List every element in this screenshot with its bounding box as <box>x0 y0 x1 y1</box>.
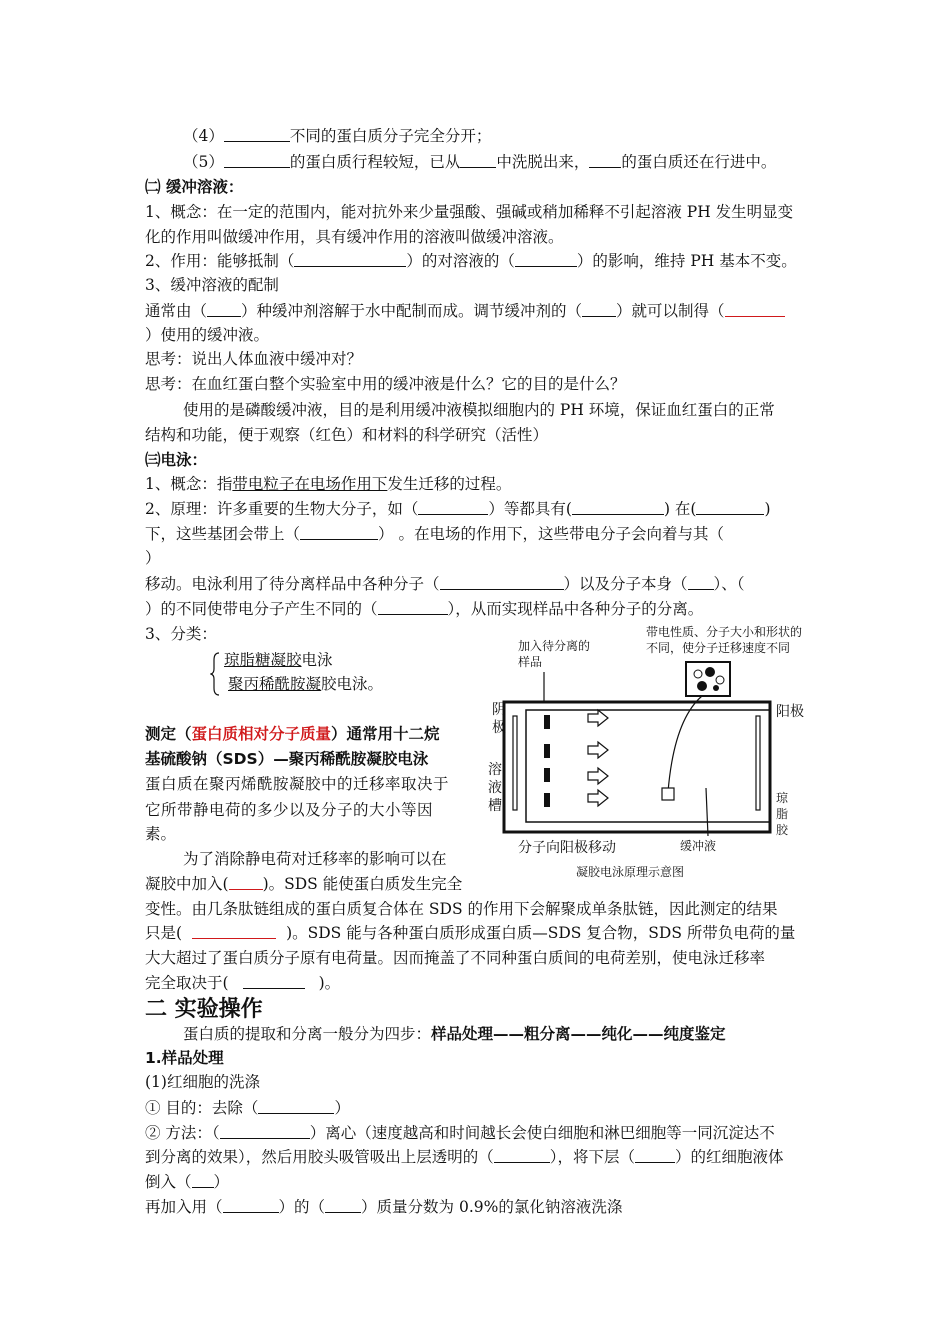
sds-p2-line3: 变性。由几条肽链组成的蛋白质复合体在 SDS 的作用下会解聚成单条肽链，因此测定的结果 <box>145 900 778 918</box>
blank[interactable] <box>696 499 764 515</box>
electro-principle-3: ） <box>145 549 161 567</box>
sample-well <box>544 793 550 807</box>
arrow-right-icon <box>588 768 608 784</box>
electrophoresis-diagram <box>486 620 816 882</box>
diagram-label-charge-2: 不同，使分子迁移速度不同 <box>646 641 791 655</box>
anode-electrode <box>756 716 760 810</box>
blank[interactable] <box>418 499 488 515</box>
buffer-prep-title: 3、缓冲溶液的配制 <box>145 276 279 294</box>
blank[interactable] <box>582 301 616 317</box>
diagram-label-agar-3: 胶 <box>776 823 789 837</box>
arrow-right-icon <box>588 790 608 806</box>
sds-heading-2: 基硫酸钠（SDS）—聚丙稀酰胺凝胶电泳 <box>145 750 429 768</box>
item-4: （4） 不同的蛋白质分子完全分开； <box>183 127 492 145</box>
buffer-role: 2、作用：能够抵制（ ）的对溶液的（ ）的影响，维持 PH 基本不变。 <box>145 252 797 270</box>
sample-well <box>544 768 550 782</box>
blank[interactable] <box>572 499 664 515</box>
cathode-electrode <box>513 716 517 810</box>
blank[interactable] <box>460 152 496 168</box>
blank[interactable] <box>300 524 378 540</box>
molecule <box>713 685 719 691</box>
diagram-label-sample-2: 样品 <box>518 655 543 669</box>
diagram-label-buffer: 缓冲液 <box>680 839 717 853</box>
part2-title: 二 实验操作 <box>145 997 263 1022</box>
blank[interactable] <box>635 1147 675 1163</box>
electro-concept: 1、概念：指带电粒子在电场作用下发生迁移的过程。 <box>145 475 512 493</box>
blank[interactable] <box>243 973 305 989</box>
diagram-label-tank-3: 槽 <box>488 798 502 814</box>
diagram-label-anode: 阳极 <box>776 704 804 720</box>
buffer-heading: ㈡ 缓冲溶液： <box>145 178 244 196</box>
diagram-label-cathode-1: 阴 <box>492 702 506 718</box>
arrow-right-icon <box>588 710 608 726</box>
sample-well <box>544 715 550 729</box>
sds-p2-line2: 凝胶中加入( )。SDS 能使蛋白质发生完全 <box>145 875 463 893</box>
purpose: ① 目的：去除（ ） <box>145 1099 350 1117</box>
sds-p2-line4: 只是( )。SDS 能与各种蛋白质形成蛋白质—SDS 复合物，SDS 所带负电荷的量 <box>145 924 796 942</box>
diagram-label-tank-1: 溶 <box>488 762 502 778</box>
blank[interactable] <box>229 874 263 890</box>
blank[interactable] <box>440 574 564 590</box>
buffer-concept-line1: 1、概念：在一定的范围内，能对抗外来少量强酸、强碱或稍加稀释不引起溶液 PH 发生明显变 <box>145 203 794 221</box>
diagram-label-charge-1: 带电性质、分子大小和形状的 <box>646 625 803 639</box>
sds-p1-line3: 素。 <box>145 825 177 843</box>
buffer-concept-line2: 化的作用叫做缓冲作用，具有缓冲作用的溶液叫做缓冲溶液。 <box>145 228 564 246</box>
electro-principle-2: 下，这些基团会带上（ ） 。在电场的作用下，这些带电分子会向着与其（ <box>145 525 724 543</box>
blank[interactable] <box>224 126 290 142</box>
think-2: 思考：在血红蛋白整个实验室中用的缓冲液是什么？它的目的是什么？ <box>145 375 626 393</box>
buffer-prep: 通常由（ ）种缓冲剂溶解于水中配制而成。调节缓冲剂的（ ）就可以制得（ <box>145 299 785 323</box>
method-line2: 到分离的效果），然后用胶头吸管吸出上层透明的（ ），将下层（ ）的红细胞液体 <box>145 1148 784 1166</box>
arrow-right-icon <box>588 742 608 758</box>
blank[interactable] <box>378 599 448 615</box>
molecule <box>697 681 707 691</box>
blank[interactable] <box>494 1147 550 1163</box>
blank[interactable] <box>294 251 406 267</box>
type-agarose: 琼脂糖凝胶电泳 <box>224 651 333 669</box>
sample-well <box>544 744 550 758</box>
sub1-title: (1)红细胞的洗涤 <box>145 1073 260 1091</box>
type-polyacrylamide: 聚丙稀酰胺凝胶电泳。 <box>228 675 384 693</box>
diagram-label-sample-1: 加入待分离的 <box>518 639 591 653</box>
molecule <box>705 667 715 677</box>
item-5: （5） 的蛋白质行程较短，已从 中洗脱出来， 的蛋白质还在行进中。 <box>183 153 777 171</box>
step1-title: 1.样品处理 <box>145 1049 224 1067</box>
blank[interactable] <box>220 1123 310 1139</box>
part2-intro: 蛋白质的提取和分离一般分为四步：样品处理——粗分离——纯化——纯度鉴定 <box>183 1025 726 1043</box>
blank[interactable] <box>258 1098 334 1114</box>
blank[interactable] <box>192 1172 214 1188</box>
blank[interactable] <box>207 301 241 317</box>
blank[interactable] <box>515 251 577 267</box>
sds-p2-line1: 为了消除静电荷对迁移率的影响可以在 <box>183 850 447 868</box>
buffer-pointer <box>706 788 708 836</box>
wash-line: 再加入用（ ）的（ ）质量分数为 0.9%的氯化钠溶液洗涤 <box>145 1198 623 1216</box>
diagram-label-agar-2: 脂 <box>776 807 789 821</box>
tank-outline <box>504 702 770 832</box>
diagram-label-tank-2: 液 <box>488 780 502 796</box>
blank[interactable] <box>224 152 290 168</box>
electro-principle-1: 2、原理：许多重要的生物大分子，如（ ）等都具有( ) 在( ) <box>145 500 771 518</box>
sds-p2-line5: 大大超过了蛋白质分子原有电荷量。因而掩盖了不同种蛋白质间的电荷差别，使电泳迁移率 <box>145 949 766 967</box>
blank[interactable] <box>325 1197 361 1213</box>
electro-classify: 3、分类： <box>145 625 217 643</box>
electro-heading: ㈢电泳： <box>145 451 208 469</box>
electro-principle-4: 移动。电泳利用了待分离样品中各种分子（ ）以及分子本身（ ）、（ <box>145 575 745 593</box>
sds-heading-1: 测定（蛋白质相对分子质量）通常用十二烷 <box>145 725 440 743</box>
diagram-label-cathode-2: 极 <box>492 720 506 736</box>
sds-p1-line1: 蛋白质在聚丙烯酰胺凝胶中的迁移率取决于 <box>145 775 450 793</box>
blank[interactable] <box>589 152 621 168</box>
migration-arrows <box>588 710 608 806</box>
buffer-prep-end: ）使用的缓冲液。 <box>145 326 270 344</box>
diagram-label-agar-1: 琼 <box>776 791 789 805</box>
answer-line1: 使用的是磷酸缓冲液，目的是利用缓冲液模拟细胞内的 PH 环境，保证血红蛋白的正常 <box>183 401 775 419</box>
diagram-caption: 凝胶电泳原理示意图 <box>576 865 685 879</box>
electro-principle-5: ）的不同使带电分子产生不同的（ ），从而实现样品中各种分子的分离。 <box>145 600 704 618</box>
think-1: 思考：说出人体血液中缓冲对？ <box>145 350 363 368</box>
method-line3: 倒入（ ） <box>145 1173 230 1191</box>
gel-outline <box>526 710 770 822</box>
sample-band <box>662 788 674 800</box>
method-line1: ② 方法：（ ）离心（速度越高和时间越长会使白细胞和淋巴细胞等一同沉淀达不 <box>145 1124 775 1142</box>
diagram-label-move: 分子向阳极移动 <box>518 840 616 856</box>
sds-p2-line6: 完全取决于( )。 <box>145 974 341 992</box>
blank[interactable] <box>223 1197 279 1213</box>
answer-line2: 结构和功能，便于观察（红色）和材料的科学研究（活性） <box>145 426 549 444</box>
blank[interactable] <box>192 923 276 939</box>
blank[interactable] <box>725 301 785 317</box>
brace-icon <box>210 652 220 696</box>
sds-p1-line2: 它所带静电荷的多少以及分子的大小等因 <box>145 801 434 819</box>
blank[interactable] <box>688 574 714 590</box>
